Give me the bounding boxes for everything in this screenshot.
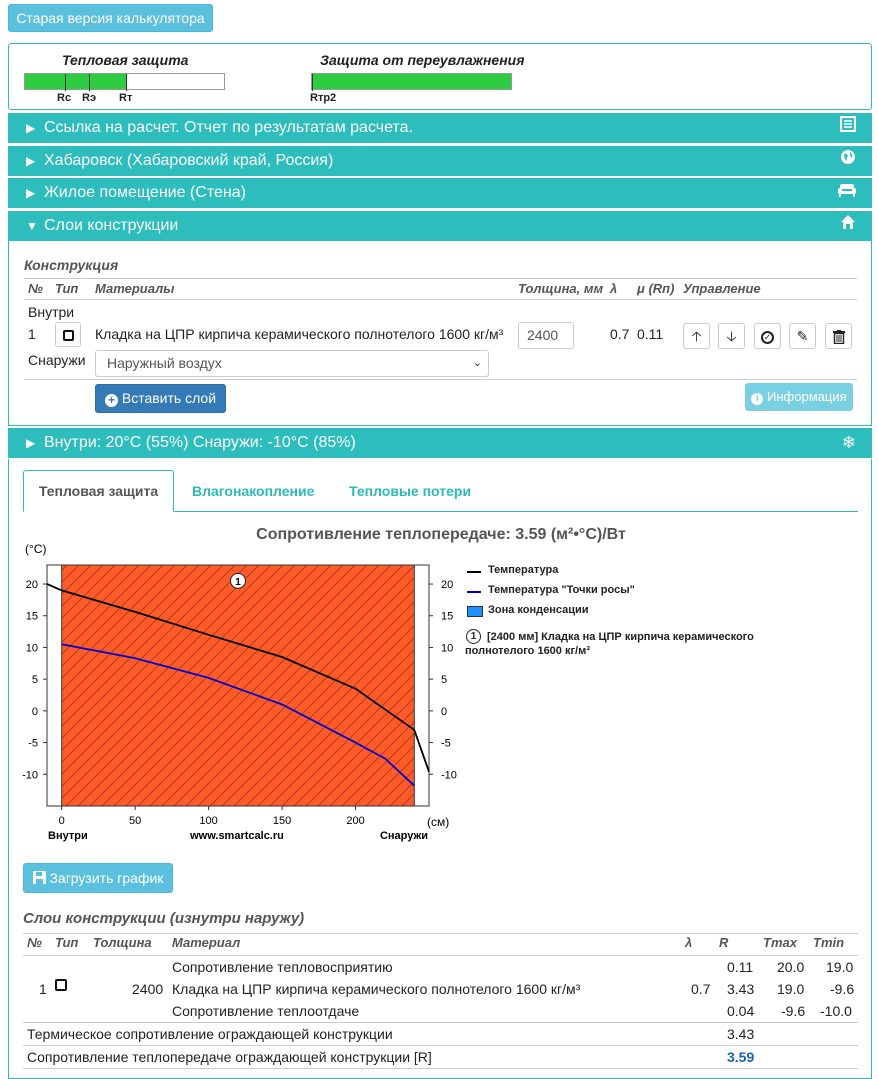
lt-col-type: Тип: [55, 935, 79, 950]
layer-marker-icon: 1: [466, 629, 481, 644]
lt-col-thickness: Толщина: [93, 935, 152, 950]
tab-thermal-label: Тепловая защита: [38, 483, 159, 499]
protection-panel: [8, 43, 872, 110]
lt-row1-lambda: 0.7: [691, 981, 711, 997]
total-resistance-value: 3.59: [727, 1049, 755, 1065]
city-panel-header[interactable]: [8, 146, 872, 176]
thermal-protection-meter: [24, 73, 225, 90]
layers-panel-body: [8, 241, 872, 426]
download-chart-button[interactable]: [23, 863, 173, 893]
thermal-resistance-label: Термическое сопротивление ограждающей конструкции: [27, 1026, 393, 1042]
plus-circle-icon: +: [105, 394, 118, 407]
lt-row0-tmax: 20.0: [777, 959, 805, 975]
home-icon: [840, 211, 856, 241]
caret-down-icon: ▼: [26, 219, 38, 233]
lt-row0-material: Сопротивление тепловосприятию: [172, 959, 393, 975]
caret-right-icon: ▶: [26, 154, 36, 168]
layer-mu: 0.11: [637, 326, 664, 342]
rt-tick: [126, 74, 127, 91]
report-panel-header[interactable]: [8, 113, 872, 143]
x-axis-label: (см): [427, 815, 450, 829]
col-thickness: Толщина, мм: [518, 281, 604, 296]
construction-title: Конструкция: [24, 257, 119, 273]
moisture-protection-title: Защита от переувлажнения: [320, 52, 525, 68]
legend-item-dewpoint: [465, 584, 765, 604]
y-tick-label: -10: [441, 769, 457, 782]
divider: [23, 1045, 858, 1046]
col-type: Тип: [55, 281, 79, 296]
col-materials: Материалы: [95, 281, 175, 296]
legend: [465, 564, 765, 658]
results-panel: [8, 459, 872, 1079]
layer-material: Кладка на ЦПР кирпича керамического полнотелого 1600 кг/м³: [95, 326, 504, 342]
lt-col-material: Материал: [172, 935, 241, 950]
arrow-up-icon: 🡡: [691, 328, 702, 344]
layer-type-button[interactable]: [55, 322, 81, 347]
y-tick-label: 10: [25, 642, 38, 655]
lt-row2-r: 0.04: [727, 1003, 755, 1019]
rtr2-tick: [312, 74, 313, 91]
city-panel-title: Хабаровск (Хабаровский край, Россия): [44, 152, 334, 169]
layers-panel-header[interactable]: [8, 211, 872, 241]
conditions-panel-title: Внутри: 20°C (55%) Снаружи: -10°C (85%): [44, 434, 356, 451]
lt-row2-tmin: -10.0: [820, 1003, 852, 1019]
outside-label: Снаружи: [28, 352, 86, 368]
x-right-label: Снаружи: [379, 830, 429, 842]
insert-layer-button[interactable]: [95, 384, 226, 413]
lt-row0-tmin: 19.0: [826, 959, 854, 975]
layer-lambda: 0.7: [610, 326, 630, 342]
divider: [24, 379, 857, 380]
rc-tick: [65, 74, 66, 91]
info-circle-icon: i: [751, 393, 763, 405]
x-left-label: Внутри: [48, 830, 88, 842]
list-icon: [840, 113, 856, 143]
x-tick-label: 100: [199, 815, 218, 827]
check-circle-icon: ✓: [761, 331, 774, 344]
inside-label: Внутри: [28, 304, 75, 320]
thickness-input[interactable]: 2400: [518, 322, 574, 349]
total-resistance-label: Сопротивление теплопередаче ограждающей конструкции [R]: [27, 1049, 432, 1065]
legend-swatch-dewpoint: [467, 591, 481, 593]
insert-layer-label: Вставить слой: [121, 390, 217, 406]
legend-item-temperature: [465, 564, 765, 584]
y-tick-label: 0: [31, 705, 38, 718]
lt-row1-thickness: 2400: [132, 981, 164, 997]
lt-row1-num: 1: [39, 981, 47, 997]
divider: [24, 278, 857, 279]
edit-button[interactable]: [789, 323, 816, 349]
legend-item-layer: [465, 628, 765, 658]
report-panel-title: Ссылка на расчет. Отчет по результатам расчета.: [44, 119, 413, 136]
snowflake-icon: ❄: [841, 433, 856, 452]
layers-panel-title: Слои конструкции: [44, 217, 179, 234]
caret-right-icon: ▶: [26, 186, 36, 200]
col-mu: μ (Rп): [637, 281, 675, 296]
y-tick-label: 20: [25, 579, 38, 592]
y-axis-label: (°С): [25, 542, 47, 556]
delete-button[interactable]: [825, 323, 852, 349]
col-control: Управление: [683, 281, 761, 296]
square-icon: [55, 979, 67, 991]
divider: [23, 1022, 858, 1023]
layer-area: [62, 565, 415, 806]
y-tick-label: 0: [441, 705, 448, 718]
legend-layer-text: [2400 мм] Кладка на ЦПР кирпича керамического полнотелого 1600 кг/м³: [465, 631, 754, 657]
thermal-protection-title: Тепловая защита: [62, 52, 189, 68]
legend-swatch-condensation: [467, 606, 483, 617]
lt-row1-tmax: 19.0: [777, 981, 805, 997]
lt-col-r: R: [719, 935, 729, 950]
rt-label: Rт: [119, 92, 133, 104]
lt-row2-material: Сопротивление теплоотдаче: [172, 1003, 360, 1019]
legend-label: Температура: [488, 564, 559, 576]
tab-moisture[interactable]: Влагонакопление: [192, 483, 315, 499]
pencil-icon: ✎: [796, 328, 809, 344]
layer-marker-label: 1: [235, 576, 241, 588]
trash-icon: [833, 328, 845, 344]
lt-row2-tmax: -9.6: [781, 1003, 806, 1019]
outside-select[interactable]: [95, 350, 489, 377]
lt-row0-r: 0.11: [727, 959, 754, 975]
lt-col-num: №: [27, 935, 42, 950]
arrow-down-icon: 🡣: [726, 328, 737, 344]
download-chart-label: Загрузить график: [49, 870, 164, 886]
divider: [23, 1068, 858, 1069]
lt-row1-material: Кладка на ЦПР кирпича керамического полнотелого 1600 кг/м³: [172, 981, 581, 997]
move-down-button[interactable]: [718, 323, 745, 349]
y-tick-label: 10: [441, 642, 454, 655]
legend-swatch-temperature: [467, 571, 481, 573]
y-tick-label: 5: [441, 674, 448, 687]
lt-col-tmax: Tmax: [763, 935, 797, 950]
square-icon: [63, 330, 74, 341]
x-center-label: www.smartcalc.ru: [190, 830, 284, 842]
x-tick-label: 200: [346, 815, 365, 827]
moisture-protection-meter: [311, 73, 512, 90]
caret-right-icon: ▶: [26, 121, 36, 135]
y-tick-label: 5: [31, 674, 38, 687]
layers-table-title: Слои конструкции (изнутри наружу): [23, 910, 305, 927]
y-tick-label: 20: [441, 579, 454, 592]
info-label: Информация: [767, 389, 847, 404]
sofa-icon: [838, 178, 856, 208]
y-tick-label: -5: [441, 737, 451, 750]
legend-item-condensation: [465, 604, 765, 628]
layer-num: 1: [28, 326, 36, 342]
thermal-resistance-value: 3.43: [727, 1026, 755, 1042]
globe-icon: [840, 146, 856, 176]
room-panel-header[interactable]: [8, 178, 872, 208]
y-tick-label: -10: [22, 769, 38, 782]
y-tick-label: 15: [25, 610, 38, 623]
room-panel-title: Жилое помещение (Стена): [44, 184, 246, 201]
divider: [24, 299, 857, 300]
lt-col-lambda: λ: [685, 935, 693, 950]
moisture-meter-fill: [312, 74, 511, 89]
chart-title: Сопротивление теплопередаче: 3.59 (м²•°С)/Вт: [256, 526, 626, 543]
outside-select-value: Наружный воздух: [107, 355, 222, 371]
rc-label: Rc: [57, 92, 72, 104]
lt-col-tmin: Tmin: [813, 935, 845, 950]
chevron-down-icon: ⌄: [472, 357, 482, 369]
check-button[interactable]: [754, 323, 781, 349]
thermal-meter-fill: [25, 74, 126, 89]
tab-heat-loss[interactable]: Тепловые потери: [349, 483, 472, 499]
divider: [23, 955, 858, 956]
rtr2-label: Rтр2: [310, 92, 337, 104]
save-icon: [33, 870, 50, 886]
legend-label: Температура "Точки росы": [488, 584, 635, 596]
y-tick-label: 15: [441, 610, 454, 623]
y-tick-label: -5: [28, 737, 38, 750]
re-tick: [89, 74, 90, 91]
lt-row1-tmin: -9.6: [830, 981, 855, 997]
x-tick-label: 0: [58, 815, 65, 827]
x-tick-label: 50: [129, 815, 142, 827]
legend-label: Зона конденсации: [488, 604, 589, 616]
re-label: Rэ: [82, 92, 97, 104]
col-lambda: λ: [610, 281, 618, 296]
divider: [23, 933, 858, 934]
tab-thermal[interactable]: [23, 470, 174, 512]
caret-right-icon: ▶: [26, 436, 36, 450]
move-up-button[interactable]: [683, 323, 710, 349]
conditions-panel-header[interactable]: [8, 428, 872, 458]
col-num: №: [28, 281, 43, 296]
old-version-button[interactable]: Старая версия калькулятора: [8, 4, 213, 32]
x-tick-label: 150: [272, 815, 292, 827]
info-button[interactable]: [745, 383, 853, 411]
lt-row1-r: 3.43: [727, 981, 755, 997]
